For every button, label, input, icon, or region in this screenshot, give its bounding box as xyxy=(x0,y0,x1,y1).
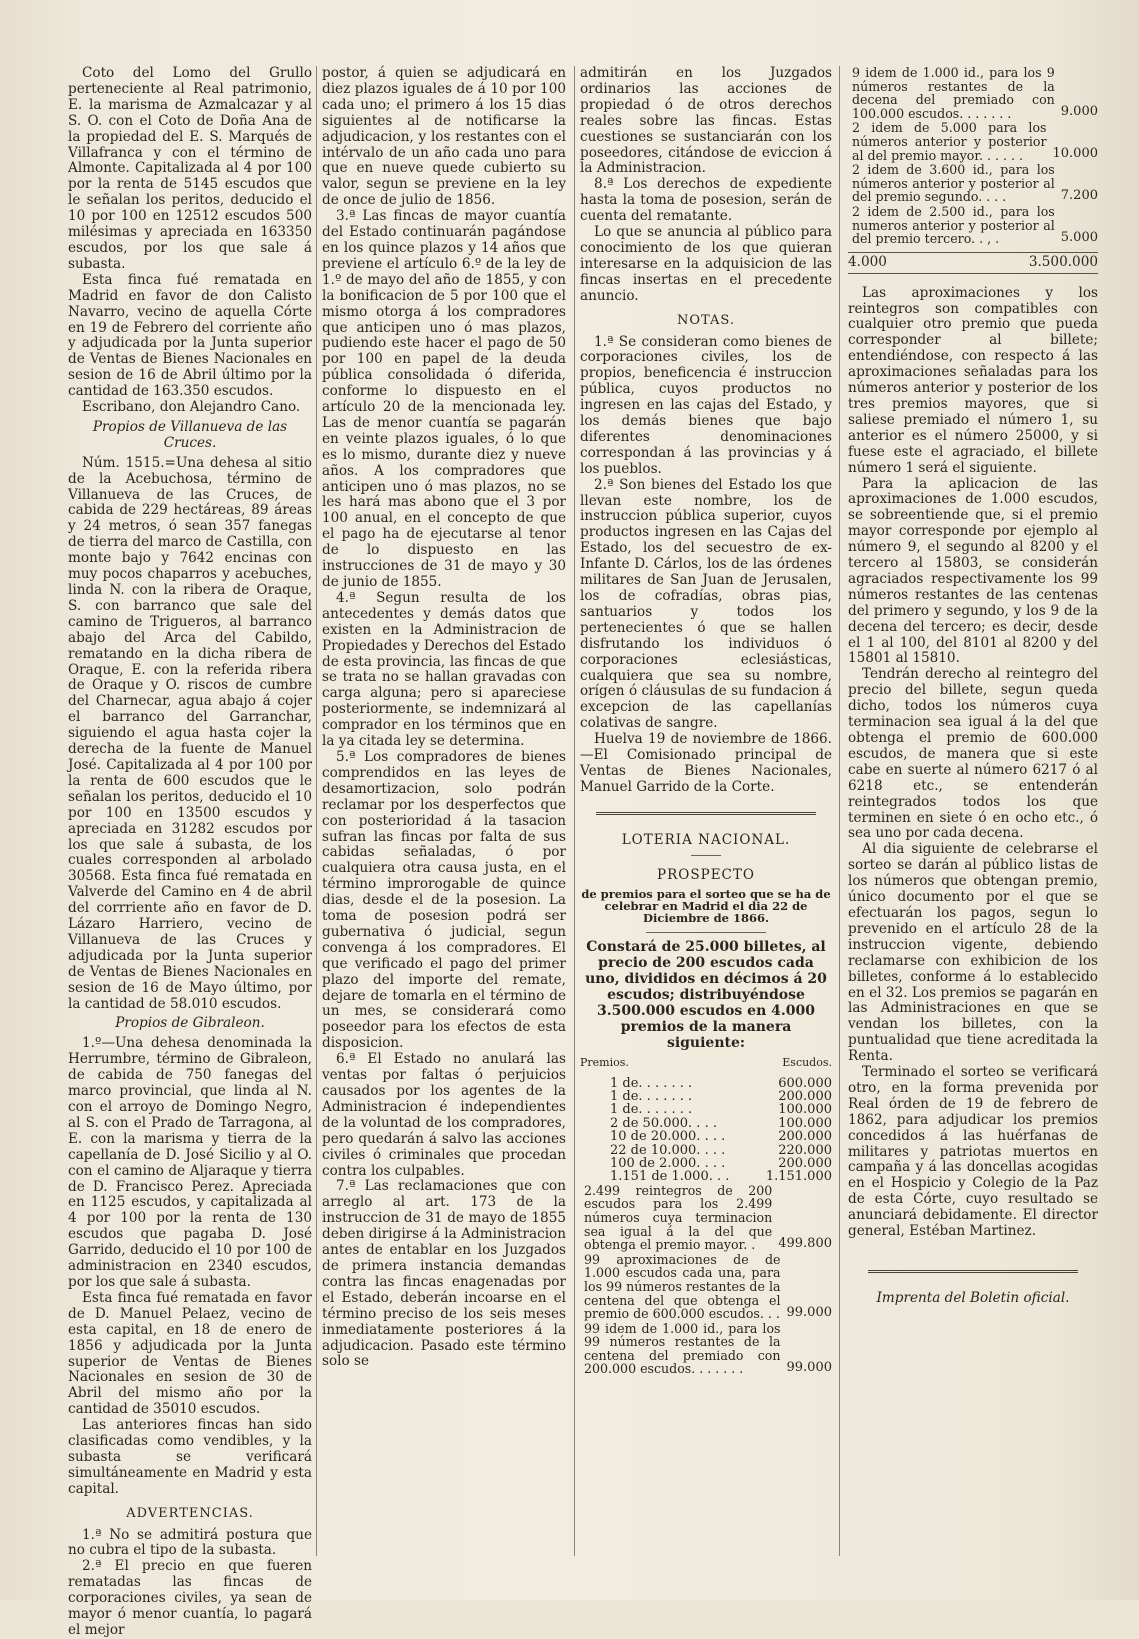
premio-item-amount: 7.200 xyxy=(1060,188,1098,204)
premios-table xyxy=(580,1077,832,1184)
paragraph: 8.ª Los derechos de expediente hasta la toma de posesion, serán de cuenta del rematante. xyxy=(580,176,832,225)
premio-item xyxy=(848,205,1098,246)
premio-label: 22 de 10.000. . . . xyxy=(610,1142,726,1158)
premio-amount: 200.000 xyxy=(778,1088,832,1104)
premio-item-amount: 99.000 xyxy=(786,1360,832,1376)
premio-label: 10 de 20.000. . . . xyxy=(610,1129,726,1145)
paragraph: Las aproximaciones y los reintegros son compatibles con cualquier otro premio que pueda corresponder al billete; entendiéndose, con respecto á las aproximaciones señaladas para los números anterior y posterior de los tres premios mayores, que si saliese premiado el número 1, su anterior es el número 25000, y si fuese este el agraciado, el billete número 1 será el siguiente. xyxy=(848,284,1098,476)
premio-label: 100 de 2.000. . . . xyxy=(610,1155,726,1171)
paragraph: 2.ª El precio en que fueren rematadas las fincas de corporaciones civiles, ya sean de mayor ó menor cuantía, lo pagará el mejor xyxy=(68,1558,312,1638)
premio-label: 2 de 50.000. . . . xyxy=(610,1115,717,1131)
premio-row xyxy=(580,1090,832,1103)
premio-amount: 1.151.000 xyxy=(765,1169,832,1185)
escudos-column-header: Escudos. xyxy=(782,1055,832,1069)
loteria-rules xyxy=(848,286,1098,1240)
paragraph: 1.ª Se consideran como bienes de corporaciones civiles, los de propios, beneficencia é instruccion pública, cuyos productos no ingresen en las cajas del Estado, y los demás bienes que bajo diferentes denominaciones correspondan á las provincias y á los pueblos. xyxy=(580,333,832,477)
premio-item-amount: 99.000 xyxy=(786,1304,832,1320)
premio-item-amount: 10.000 xyxy=(1052,146,1098,162)
section-title: NOTAS. xyxy=(677,312,735,328)
column-rule xyxy=(316,66,317,1556)
column-3 xyxy=(580,66,832,1377)
premio-row xyxy=(580,1103,832,1116)
paragraph: 1.ª No se admitirá postura que no cubra el tipo de la subasta. xyxy=(68,1526,312,1559)
separator-rule xyxy=(596,812,816,815)
paragraph: Al dia siguiente de celebrarse el sorteo se darán al público listas de los números que obtengan premio, único documento por el que se efectuarán los pagos, segun lo prevenido en el artículo 28 de la instruccion vigente, debiendo reclamarse con exhibicion de los billetes, conforme á lo establecido en el 32. Los premios se pagarán en las Administraciones en que se vendan los billetes, con la puntualidad que tiene acreditada la Renta. xyxy=(848,841,1098,1065)
premio-row xyxy=(580,1144,832,1157)
premio-amount: 200.000 xyxy=(778,1155,832,1171)
premio-item xyxy=(848,66,1098,120)
premio-item xyxy=(580,1322,832,1376)
premio-item-text: 2.499 reintegros de 200 escudos para los 2.499 números cuya terminacion sea igual á la del que obtenga el premio mayor. . xyxy=(584,1182,773,1253)
premio-item xyxy=(848,121,1098,162)
notas-block xyxy=(580,66,832,796)
column-4 xyxy=(848,66,1098,1307)
premios-total-row xyxy=(848,252,1098,274)
paragraph: 4.ª Segun resulta de los antecedentes y demás datos que existen en la Administracion de Propiedades y Derechos del Estado de esta provincia, las fincas de que se trata no se hallan gravadas con carga alguna; pero si apareciese posteriormente, se indemnizará al comprador en los términos que en la ya citada ley se determina. xyxy=(322,589,566,750)
premio-amount: 100.000 xyxy=(778,1115,832,1131)
section-heading: Propios de Gibraleon. xyxy=(115,1015,265,1032)
loteria-title: LOTERIA NACIONAL. xyxy=(621,831,791,848)
section-title: ADVERTENCIAS. xyxy=(126,1505,254,1521)
premio-amount: 200.000 xyxy=(778,1129,832,1145)
separator-rule xyxy=(691,855,721,856)
paragraph: 2.ª Son bienes del Estado los que llevan este nombre, los de instruccion pública superior, cuyos productos ingresen en las Cajas del Estado, los del secuestro de ex-Infante D. Cárlos, los de las órdenes militares de San Juan de Jerusalen, los de cofradías, obras pias, santuarios y todos los pertenecientes ó que se hallen disfrutando los individuos ó corporaciones eclesiásticas, cualquiera que sea su nombre, orígen ó cláusulas de su fundacion á excepcion de las capellanías colativas de sangre. xyxy=(580,476,832,732)
prospecto-intro: Constará de 25.000 billetes, al precio de 200 escudos cada uno, divididos en décimos á 20 escudos; distribuyéndose 3.500.000 escudos en 4.000 premios de la manera siguiente: xyxy=(585,938,827,1051)
prospecto-subtitle: de premios para el sorteo que se ha de celebrar en Madrid el dia 22 de Diciembre de 1866. xyxy=(581,886,831,925)
premio-label: 1 de. . . . . . . xyxy=(610,1075,693,1091)
premio-item-text: 9 idem de 1.000 id., para los 9 números restantes de la decena del premiado con 100.000 escudos. . . . . . . xyxy=(852,65,1055,121)
paragraph: admitirán en los Juzgados ordinarios las acciones de propiedad ó de otros derechos reales sobre las fincas. Estas cuestiones se sustanciarán con los poseedores, citándose de eviccion á la Administracion. xyxy=(580,65,832,177)
premios-total-amount: 3.500.000 xyxy=(1028,253,1098,270)
premio-row xyxy=(580,1117,832,1130)
paragraph: Tendrán derecho al reintegro del precio del billete, segun queda dicho, todos los números cuya terminacion sea igual á la del que obtenga el premio de 600.000 escudos, de manera que si este cabe en suerte al número 6217 ó al 6218 etc., se entenderán reintegrados todos los que terminen en siete ó en ocho etc., ó sea uno por cada decena. xyxy=(848,666,1098,842)
premio-item-amount: 5.000 xyxy=(1060,229,1098,245)
separator-rule xyxy=(646,932,766,933)
paragraph: Esta finca fué rematada en Madrid en favor de don Calisto Navarro, vecino de aquella Córte en 19 de Febrero del corriente año y adjudicada por la Junta superior de Ventas de Bienes Nacionales en sesion de 16 de Abril último por la cantidad de 163.350 escudos. xyxy=(68,271,312,400)
paragraph: Para la aplicacion de las aproximaciones de 1.000 escudos, se sobreentiende que, si el premio mayor corresponde por ejemplo al número 9, el segundo al 8200 y el tercero al 15803, se considerán agraciados respectivamente los 99 números restantes de las centenas del primero y segundo, y los 9 de la decena del tercero; es decir, desde el 1 al 100, del 8101 al 8200 y del 15801 al 15810. xyxy=(848,475,1098,667)
paragraph: Huelva 19 de noviembre de 1866.—El Comisionado principal de Ventas de Bienes Nacionales, Manuel Garrido de la Corte. xyxy=(580,731,832,795)
premio-amount: 220.000 xyxy=(778,1142,832,1158)
paragraph: Esta finca fué rematada en favor de D. Manuel Pelaez, vecino de esta capital, en 18 de enero de 1856 y adjudicada por la Junta superior de Ventas de Bienes Nacionales en sesion de 30 de Abril del mismo año por la cantidad de 35010 escudos. xyxy=(68,1289,312,1418)
paragraph: 1.º—Una dehesa denominada la Herrumbre, término de Gibraleon, de cabida de 750 fanegas del marco provincial, que linda al N. con el arroyo de Domingo Negro, al S. con el Prado de Tarragona, al E. con la marisma y tierra de la capellanía de D. José Sicilio y al O. con el camino de Aljaraque y tierra de D. Francisco Perez. Apreciada en 1125 escudos, y capitalizada al 4 por 100 por la renta de 130 escudos que pagaba D. José Garrido, deducido el 10 por 100 de administracion en 2340 escudos, por los que sale á subasta. xyxy=(68,1035,312,1290)
paragraph: Escribano, don Alejandro Cano. xyxy=(82,399,301,416)
paragraph: postor, á quien se adjudicará en diez plazos iguales de á 10 por 100 cada uno; el primero á los 15 dias siguientes al de notificarse la adjudicacion, y los restantes con el intérvalo de un año cada uno para que en nueve quede cubierto su valor, segun se previene en la ley de once de julio de 1856. xyxy=(322,65,566,209)
premio-item xyxy=(848,163,1098,204)
separator-rule xyxy=(868,1270,1078,1273)
premio-item-text: 2 idem de 5.000 para los números anterior y posterior al del premio mayor. . . . . . xyxy=(852,120,1047,163)
paragraph: Núm. 1515.=Una dehesa al sitio de la Acebuchosa, término de Villanueva de las Cruces, de cabida de 229 hectáreas, 89 áreas y 24 metros, ó sean 357 fanegas de tierra del marco de Castilla, con monte bajo y 7642 encinas con muy pocos chaparros y acebuches, linda N. con la ribera de Oraque, S. con barranco que sale del camino de Trigueros, al barranco abajo del Arca del Cabildo, rematando en la dicha ribera de Oraque, E. con la referida ribera de Oraque y O. riscos de cumbre del Charnecar, agua abajo á cojer el barranco del Garranchar, siguiendo el agua hasta cojer la derecha de la fuente de Manuel José. Capitalizada al 4 por 100 por la renta de 600 escudos que le señalan los peritos, deducido el 10 por 100 en 13500 escudos y apreciada en 31282 escudos por los que sale á subasta, de los cuales corresponden al arbolado 30568. Esta finca fué rematada en Valverde del Camino en 4 de abril del corrriente año en favor de D. Lázaro Harriero, vecino de Villanueva de las Cruces y adjudicada por la Junta superior de Ventas de Bienes Nacionales en sesion de 16 de Mayo último, por la cantidad de 58.010 escudos. xyxy=(68,454,312,1012)
premio-item xyxy=(580,1253,832,1321)
premio-row xyxy=(580,1157,832,1170)
section-heading: Propios de Villanueva de las Cruces. xyxy=(92,418,288,451)
paragraph: 3.ª Las fincas de mayor cuantía del Estado continuarán pagándose en los quince plazos y 14 años que previene el artículo 6.º de la ley de 1.º de mayo del año de 1855, y con la bonificacion de 5 por 100 que el mismo otorga á los compradores que anticipen uno ó mas plazos, pudiendo este hacer el pago de 50 por 100 en papel de la deuda pública consolidada ó diferida, conforme lo dispuesto en el artículo 20 de la mencionada ley. Las de menor cuantía se pagarán en veinte plazos iguales, ó lo que es lo mismo, durante diez y nueve años. A los compradores que anticipen uno ó mas plazos, no se les hará mas abono que el 3 por 100 anual, en el concepto de que el pago ha de ejecutarse al tenor de lo dispuesto en las instrucciones de 31 de mayo y 30 de junio de 1855. xyxy=(322,208,566,590)
paragraph: Terminado el sorteo se verificará otro, en la forma prevenida por Real órden de 19 de febrero de 1862, para adjudicar los premios concedidos á las huérfanas de militares y patriotas muertos en campaña y á las doncellas acogidas en el Hospicio y Colegio de la Paz de esta Córte, cuyo resultado se anunciará debidamente. El director general, Estéban Martinez. xyxy=(848,1064,1098,1240)
premios-total-count: 4.000 xyxy=(848,253,887,270)
premio-item-text: 99 aproximaciones de de 1.000 escudos cada una, para los 99 números restantes de la centena del que obtenga el premio de 600.000 escudos. . . xyxy=(584,1251,781,1322)
paragraph: Coto del Lomo del Grullo perteneciente al Real patrimonio, E. la marisma de Azmalcazar y al S. O. con el Coto de Doña Ana de la propiedad del E. S. Marqués de Villafranca y con el término de Almonte. Capitalizada al 4 por 100 por la renta de 5145 escudos que le señalan los peritos, deducido el 10 por 100 en 12512 escudos 500 milésimas y apreciada en 163350 escudos, por los que sale á subasta. xyxy=(68,65,312,272)
paragraph: 6.ª El Estado no anulará las ventas por faltas ó perjuicios causados por los agentes de la Administracion é independientes de la voluntad de los compradores, pero quedarán á salvo las acciones civiles ó criminales que procedan contra los culpables. xyxy=(322,1051,566,1179)
premios-items xyxy=(580,1184,832,1376)
paragraph: 7.ª Las reclamaciones que con arreglo al art. 173 de la instruccion de 31 de mayo de 1855 deben dirigirse á la Administracion antes de entablar en los Juzgados de primera instancia demandas contra las fincas enagenadas por el Estado, deberán incoarse en el término preciso de los seis meses inmediatamente posteriores á la adjudicacion. Pasado este término solo se xyxy=(322,1178,566,1370)
column-rule xyxy=(839,66,840,1556)
column-1 xyxy=(68,66,312,1639)
premio-row xyxy=(580,1130,832,1143)
premio-amount: 600.000 xyxy=(778,1075,832,1091)
column-rule xyxy=(574,66,575,1556)
premios-table-header xyxy=(580,1055,832,1071)
premio-item-text: 99 idem de 1.000 id., para los 99 números restantes de la centena del premiado con 200.000 escudos. . . . . . . xyxy=(584,1320,781,1377)
premios-column-header: Premios. xyxy=(580,1055,629,1069)
premio-item-text: 2 idem de 2.500 id., para los numeros anterior y posterior al del premio tercero. . , . xyxy=(852,203,1055,247)
premio-label: 1 de. . . . . . . xyxy=(610,1088,693,1104)
column-2 xyxy=(322,66,566,1370)
premio-item-amount: 9.000 xyxy=(1060,104,1098,120)
premio-item-text: 2 idem de 3.600 id., para los números anterior y posterior al del premio segundo. . . . xyxy=(852,162,1055,205)
premio-item xyxy=(580,1184,832,1252)
paragraph: Las anteriores fincas han sido clasificadas como vendibles, y la subasta se verificará simultáneamente en Madrid y esta capital. xyxy=(68,1417,312,1497)
premio-row xyxy=(580,1077,832,1090)
premio-label: 1 de. . . . . . . xyxy=(610,1102,693,1118)
premios-items-continued xyxy=(848,66,1098,246)
premio-amount: 100.000 xyxy=(778,1102,832,1118)
imprenta-footer: Imprenta del Boletin oficial. xyxy=(876,1290,1070,1306)
premio-row xyxy=(580,1170,832,1183)
prospecto-title: PROSPECTO xyxy=(657,866,755,883)
paragraph: 5.ª Los compradores de bienes comprendidos en las leyes de desamortizacion, solo podrán reclamar por los desperfectos que con posterioridad á la tasacion sufran las fincas por falta de sus cabidas señaladas, ó por cualquiera otra causa justa, en el término improrogable de quince dias, desde el de la posesion. La toma de posesion podrá ser gubernativa ó judicial, segun convenga á los compradores. El que verificado el pago del primer plazo del importe del remate, dejare de tomarla en el término de un mes, se considerará como poseedor para los efectos de esta disposicion. xyxy=(322,748,566,1052)
paragraph: Lo que se anuncia al público para conocimiento de los que quieran interesarse en la adquisicion de las fincas insertas en el precedente anuncio. xyxy=(580,224,832,304)
premio-item-amount: 499.800 xyxy=(778,1235,832,1251)
premio-label: 1.151 de 1.000. . . xyxy=(610,1169,730,1185)
